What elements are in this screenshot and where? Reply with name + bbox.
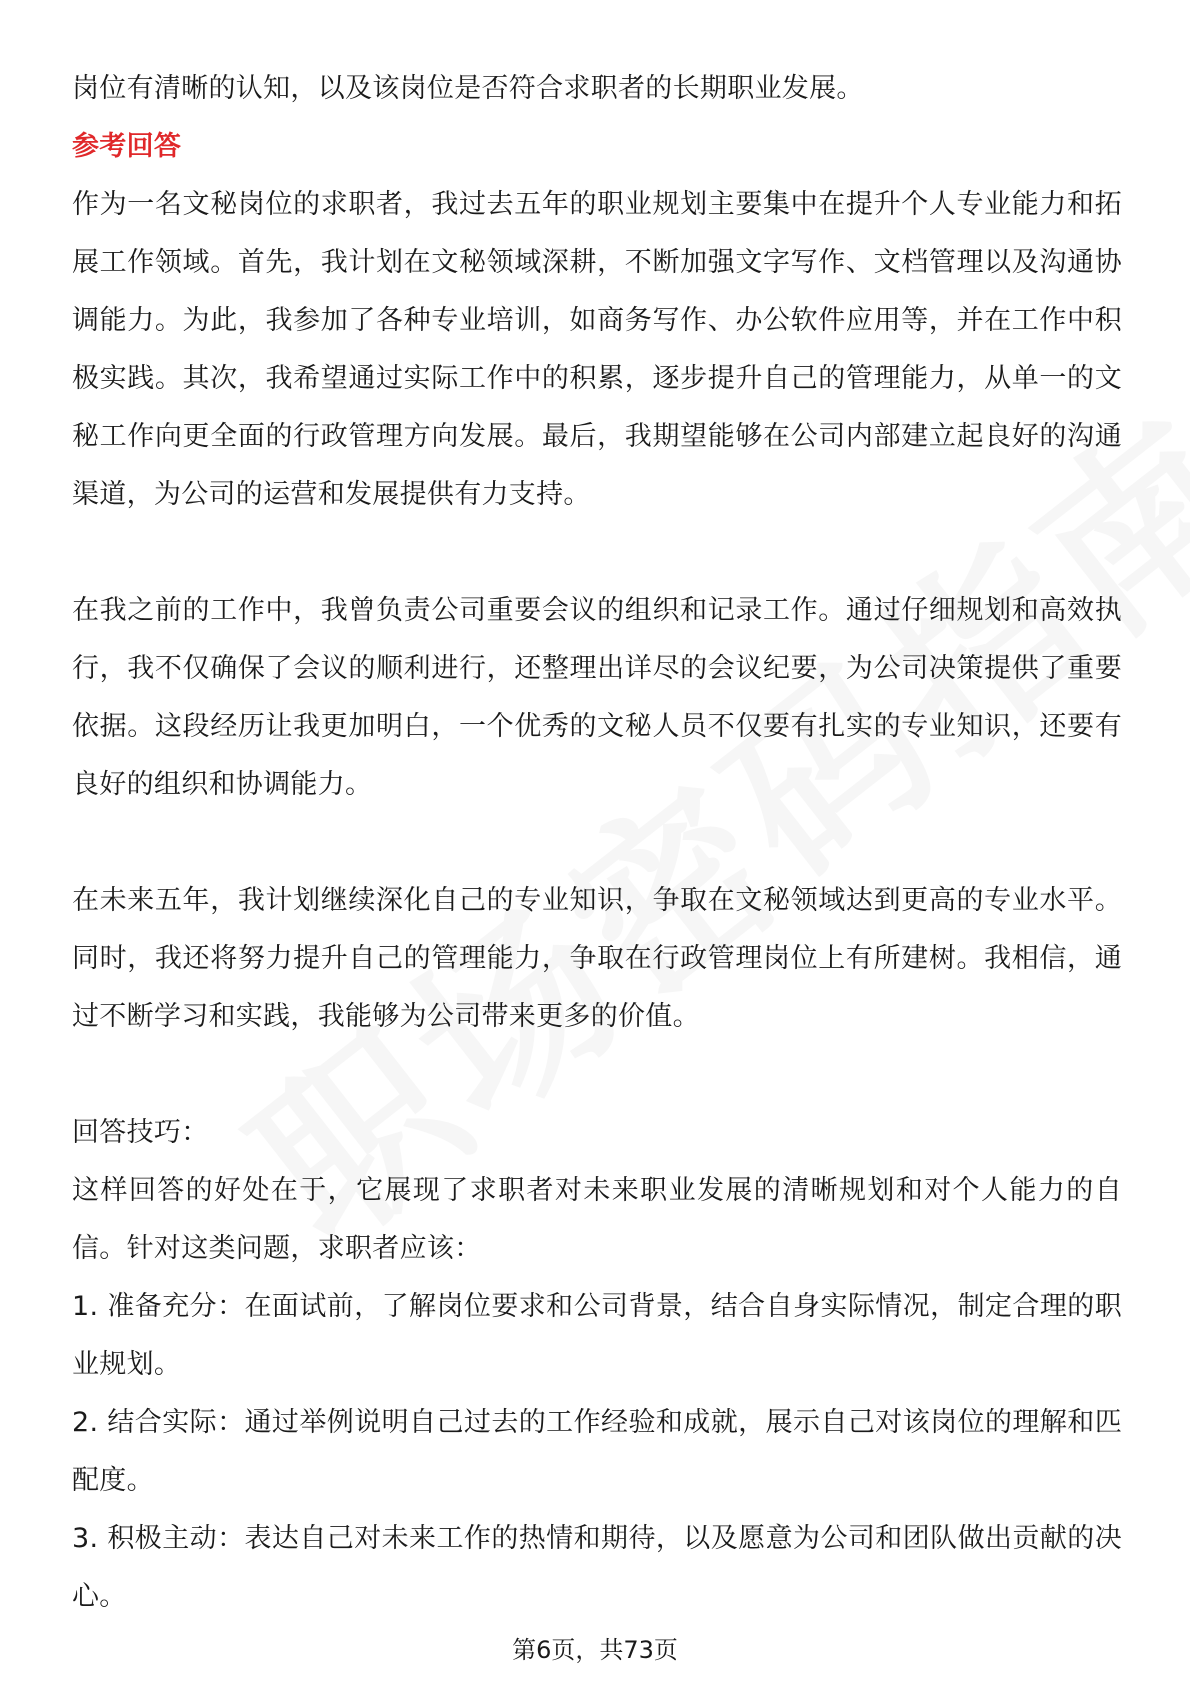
paragraph-spacer [72,1046,1122,1104]
page-number-footer: 第6页，共73页 [512,1636,678,1664]
intro-line: 岗位有清晰的认知，以及该岗位是否符合求职者的长期职业发展。 [72,73,864,104]
answer-paragraph-3: 在未来五年，我计划继续深化自己的专业知识，争取在文秘领域达到更高的专业水平。同时，我还将努力提升自己的管理能力，争取在行政管理岗位上有所建树。我相信，通过不断学习和实践，我能够为公司带来更多的价值。 [72,885,1122,1032]
tip-item-3: 3. 积极主动：表达自己对未来工作的热情和期待，以及愿意为公司和团队做出贡献的决心。 [72,1523,1122,1612]
paragraph-spacer [72,524,1122,582]
reference-answer-heading: 参考回答 [72,131,182,162]
answer-paragraph-2: 在我之前的工作中，我曾负责公司重要会议的组织和记录工作。通过仔细规划和高效执行，我不仅确保了会议的顺利进行，还整理出详尽的会议纪要，为公司决策提供了重要依据。这段经历让我更加明白，一个优秀的文秘人员不仅要有扎实的专业知识，还要有良好的组织和协调能力。 [72,595,1122,800]
answer-paragraph-1: 作为一名文秘岗位的求职者，我过去五年的职业规划主要集中在提升个人专业能力和拓展工作领域。首先，我计划在文秘领域深耕，不断加强文字写作、文档管理以及沟通协调能力。为此，我参加了各种专业培训，如商务写作、办公软件应用等，并在工作中积极实践。其次，我希望通过实际工作中的积累，逐步提升自己的管理能力，从单一的文秘工作向更全面的行政管理方向发展。最后，我期望能够在公司内部建立起良好的沟通渠道，为公司的运营和发展提供有力支持。 [72,189,1122,510]
paragraph-spacer [72,814,1122,872]
tip-item-1: 1. 准备充分：在面试前，了解岗位要求和公司背景，结合自身实际情况，制定合理的职业规划。 [72,1291,1122,1380]
tip-item-2: 2. 结合实际：通过举例说明自己过去的工作经验和成就，展示自己对该岗位的理解和匹配度。 [72,1407,1122,1496]
tips-intro: 这样回答的好处在于，它展现了求职者对未来职业发展的清晰规划和对个人能力的自信。针对这类问题，求职者应该： [72,1175,1122,1264]
tips-heading: 回答技巧： [72,1117,209,1148]
page-content [72,60,1122,1626]
